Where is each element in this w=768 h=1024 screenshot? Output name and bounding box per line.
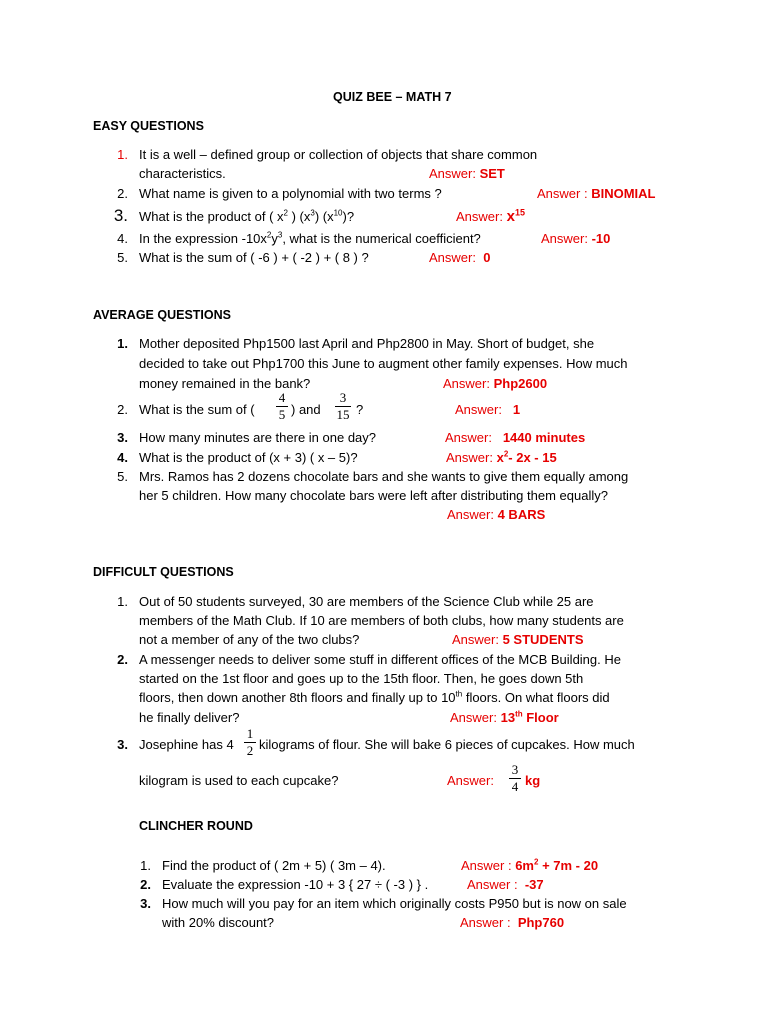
difficult-q3-text-b: kilograms of flour. She will bake 6 pieces of cupcakes. How much <box>259 737 635 752</box>
easy-q2-number: 2. <box>117 186 128 201</box>
average-q5-line2: her 5 children. How many chocolate bars were left after distributing them equally? <box>139 488 608 503</box>
average-q4-number: 4. <box>117 450 128 465</box>
difficult-q1-number: 1. <box>117 594 128 609</box>
difficult-q2-line3: floors, then down another 8th floors and finally up to 10th floors. On what floors did <box>139 689 610 705</box>
average-q3-text: How many minutes are there in one day? <box>139 430 377 445</box>
average-q2-text-c: ? <box>356 402 364 417</box>
easy-q4-number: 4. <box>117 231 128 246</box>
average-q2-answer: Answer: 1 <box>455 402 521 417</box>
average-q1-line2: decided to take out Php1700 this June to augment other family expenses. How much <box>139 356 628 371</box>
clincher-q3-line1: How much will you pay for an item which originally costs P950 but is now on sale <box>162 896 627 911</box>
average-heading: AVERAGE QUESTIONS <box>93 308 231 322</box>
difficult-q3-answer-fraction: 3 4 <box>509 763 521 794</box>
clincher-q3-number: 3. <box>140 896 151 911</box>
difficult-q3-answer-label: Answer: <box>447 773 494 788</box>
clincher-q1-answer: Answer : $6m^2 + 7m - 20$ <box>461 857 599 873</box>
easy-q3-text: What is the product of ( $x^2$ ) $(x^3)$ $(x^{10})$? <box>139 208 355 224</box>
easy-q3-number: 3. <box>113 206 128 225</box>
average-q5-answer: Answer: 4 BARS <box>447 507 546 522</box>
difficult-q1-line3: not a member of any of the two clubs? <box>139 632 360 647</box>
clincher-q2-text: Evaluate the expression -10 + 3 { 27 ÷ ( -3 ) } . <box>162 877 429 892</box>
difficult-q3-answer-unit: kg <box>525 773 541 788</box>
difficult-q2-number: 2. <box>117 652 128 667</box>
page-title: QUIZ BEE – MATH 7 <box>333 90 452 104</box>
easy-q1-answer: Answer: SET <box>429 166 505 181</box>
difficult-q3-line2: kilogram is used to each cupcake? <box>139 773 339 788</box>
average-q2-fraction-2: 3 15 <box>336 390 350 422</box>
easy-q4-text: In the expression $-10x^2y^3$, what is the numerical coefficient? <box>139 230 481 246</box>
difficult-q3-text-a: Josephine has 4 <box>139 737 234 752</box>
easy-heading: EASY QUESTIONS <box>93 119 204 133</box>
difficult-q1-line1: Out of 50 students surveyed, 30 are members of the Science Club while 25 are <box>139 594 594 609</box>
easy-q2-answer: Answer : BINOMIAL <box>537 186 656 201</box>
easy-q3-answer: Answer: $x^{15}$ <box>456 207 525 225</box>
difficult-q1-line2: members of the Math Club. If 10 are members of both clubs, how many students are <box>139 613 624 628</box>
easy-q2-text: What name is given to a polynomial with two terms ? <box>139 186 442 201</box>
easy-q5-answer: Answer: 0 <box>429 250 491 265</box>
average-q2-number: 2. <box>117 402 128 417</box>
difficult-q1-answer: Answer: 5 STUDENTS <box>452 632 584 647</box>
difficult-q2-line4: he finally deliver? <box>139 710 240 725</box>
average-q3-number: 3. <box>117 430 128 445</box>
average-q4-answer: Answer: $x^2-$ 2x - 15 <box>446 449 557 465</box>
clincher-q1-number: 1. <box>140 858 151 873</box>
clincher-q1-text: Find the product of ( 2m + 5) ( 3m – 4). <box>162 858 386 873</box>
easy-q4-answer: Answer: -10 <box>541 231 611 246</box>
easy-q1-line1: It is a well – defined group or collection of objects that share common <box>139 147 538 162</box>
difficult-q3-number: 3. <box>117 737 128 752</box>
average-q5-line1: Mrs. Ramos has 2 dozens chocolate bars and she wants to give them equally among <box>139 469 629 484</box>
clincher-q2-answer: Answer : -37 <box>467 877 544 892</box>
average-q2-text-a: What is the sum of ( <box>139 402 255 417</box>
average-q2-text-b: ) and <box>291 402 321 417</box>
average-q1-line1: Mother deposited Php1500 last April and Php2800 in May. Short of budget, she <box>139 336 595 351</box>
difficult-q2-line2: started on the 1st floor and goes up to the 15th floor. Then, he goes down 5th <box>139 671 584 686</box>
clincher-q2-number: 2. <box>140 877 151 892</box>
clincher-heading: CLINCHER ROUND <box>139 819 253 833</box>
average-q2-fraction-1: 4 5 <box>276 391 288 422</box>
difficult-q2-line1: A messenger needs to deliver some stuff in different offices of the MCB Building. He <box>139 652 621 667</box>
easy-q5-number: 5. <box>117 250 128 265</box>
difficult-q3-mixed-fraction: 1 2 <box>244 727 256 758</box>
easy-q1-line2: characteristics. <box>139 166 226 181</box>
average-q5-number: 5. <box>117 469 128 484</box>
difficult-q2-answer: Answer: 13th Floor <box>450 709 559 725</box>
clincher-q3-answer: Answer : Php760 <box>460 915 565 930</box>
clincher-q3-line2: with 20% discount? <box>162 915 275 930</box>
easy-q1-number: 1. <box>117 147 128 162</box>
average-q4-text: What is the product of (x + 3) ( x – 5)? <box>139 450 358 465</box>
average-q1-answer: Answer: Php2600 <box>443 376 548 391</box>
easy-q5-text: What is the sum of ( -6 ) + ( -2 ) + ( 8 ) ? <box>139 250 369 265</box>
average-q3-answer: Answer: 1440 minutes <box>445 430 586 445</box>
difficult-heading: DIFFICULT QUESTIONS <box>93 565 234 579</box>
average-q1-line3: money remained in the bank? <box>139 376 311 391</box>
average-q1-number: 1. <box>117 336 128 351</box>
